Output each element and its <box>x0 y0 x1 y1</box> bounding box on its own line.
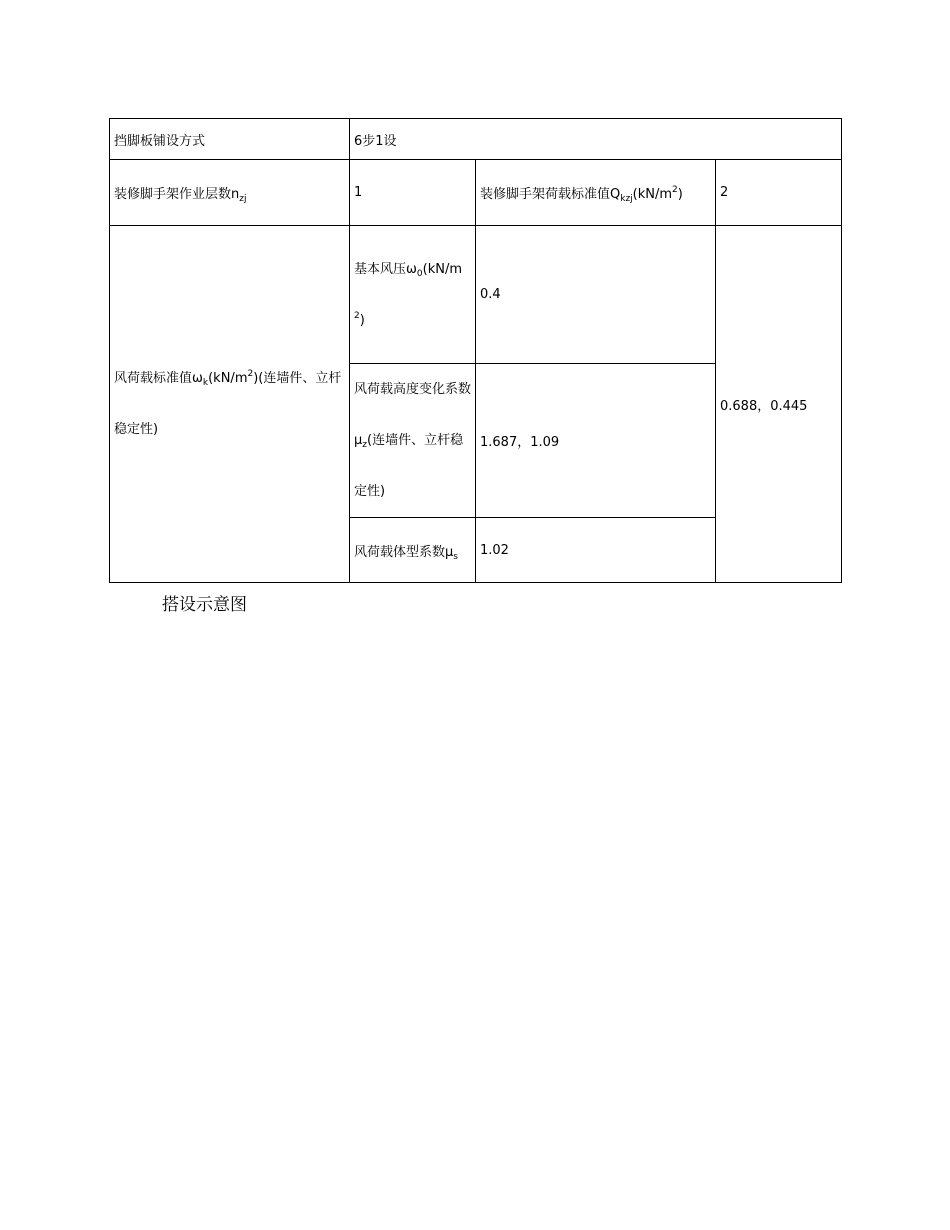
work-layers-label: 装修脚手架作业层数$n_{zj}$ <box>110 160 350 226</box>
scaffold-parameters-table <box>109 118 842 583</box>
basic-wind-pressure-label: 基本风压$\omega_0(kN/m^2)$ <box>350 226 476 364</box>
shape-coefficient-value: 1.02 <box>476 518 716 583</box>
shape-coefficient-label: 风荷载体型系数$\mu_s$ <box>350 518 476 583</box>
height-coefficient-value: 1.687，1.09 <box>476 364 716 518</box>
wind-load-standard-label: 风荷载标准值$\omega_k(kN/m^2)$(连墙件、立杆稳定性) <box>110 226 350 583</box>
load-standard-value: 2 <box>716 160 842 226</box>
toe-board-method-label: 挡脚板铺设方式 <box>110 119 350 160</box>
basic-wind-pressure-value: 0.4 <box>476 226 716 364</box>
table-row <box>110 160 842 226</box>
work-layers-value: 1 <box>350 160 476 226</box>
table-row <box>110 119 842 160</box>
wind-load-standard-value: 0.688，0.445 <box>716 226 842 583</box>
layout-diagram-caption: 搭设示意图 <box>162 595 247 615</box>
table-row <box>110 226 842 364</box>
height-coefficient-label: 风荷载高度变化系数$\mu_z$(连墙件、立杆稳定性) <box>350 364 476 518</box>
toe-board-method-value: 6步1设 <box>350 119 842 160</box>
load-standard-label: 装修脚手架荷载标准值$Q_{kzj}(kN/m^2)$ <box>476 160 716 226</box>
